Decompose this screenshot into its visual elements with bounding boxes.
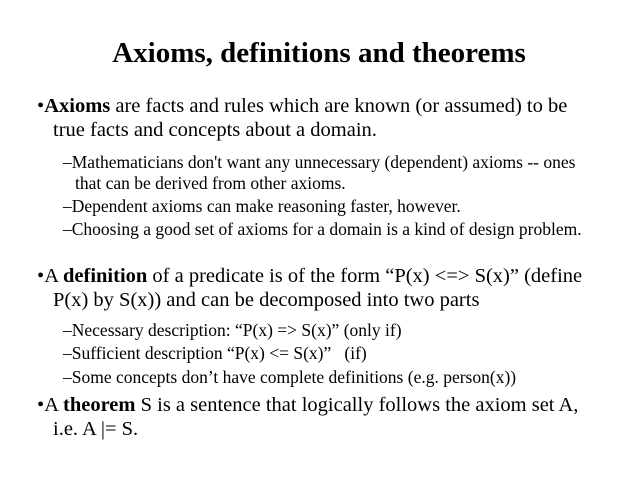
subpoint-dependent-axioms xyxy=(63,196,603,217)
subpoint-text: –Necessary description: “P(x) => S(x)” (only if) xyxy=(63,320,402,340)
bullet-marker: • xyxy=(37,265,45,287)
bullet-theorem xyxy=(37,393,597,441)
bullet-theorem-text xyxy=(37,393,597,441)
term-axioms: Axioms xyxy=(44,95,111,117)
subpoint-mathematicians xyxy=(63,152,603,194)
subpoint-text: –Sufficient description “P(x) <= S(x)” (if) xyxy=(63,343,367,363)
bullet-marker: • xyxy=(37,394,45,416)
bullet-rest: are facts and rules which are known (or assumed) to be true facts and concepts about a domain. xyxy=(53,95,568,141)
slide-title: Axioms, definitions and theorems xyxy=(112,37,526,69)
bullet-marker: • xyxy=(37,95,45,117)
subpoint-text: –Mathematicians don't want any unnecessary (dependent) axioms -- ones that can be derived from other axioms. xyxy=(63,152,576,193)
bullet-definition-text xyxy=(37,264,597,312)
subpoint-design-problem xyxy=(63,219,603,240)
bullet-lead: A xyxy=(44,265,63,287)
bullet-lead: A xyxy=(44,394,63,416)
bullet-rest: S is a sentence that logically follows the axiom set A, i.e. A |= S. xyxy=(53,394,579,440)
subpoint-text: –Choosing a good set of axioms for a domain is a kind of design problem. xyxy=(63,219,582,239)
subpoint-incomplete-definitions xyxy=(63,367,603,388)
subpoint-text: –Some concepts don’t have complete definitions (e.g. person(x)) xyxy=(63,367,517,387)
subpoint-necessary xyxy=(63,320,603,341)
bullet-rest: of a predicate is of the form “P(x) <=> S(x)” (define P(x) by S(x)) and can be decomposed into two parts xyxy=(53,265,583,311)
subpoint-sufficient xyxy=(63,343,603,364)
bullet-definition xyxy=(37,264,597,312)
bullet-axioms-text xyxy=(37,94,597,142)
term-definition: definition xyxy=(63,265,148,287)
term-theorem: theorem xyxy=(63,394,136,416)
bullet-axioms xyxy=(37,94,597,142)
subpoint-text: –Dependent axioms can make reasoning faster, however. xyxy=(63,196,461,216)
